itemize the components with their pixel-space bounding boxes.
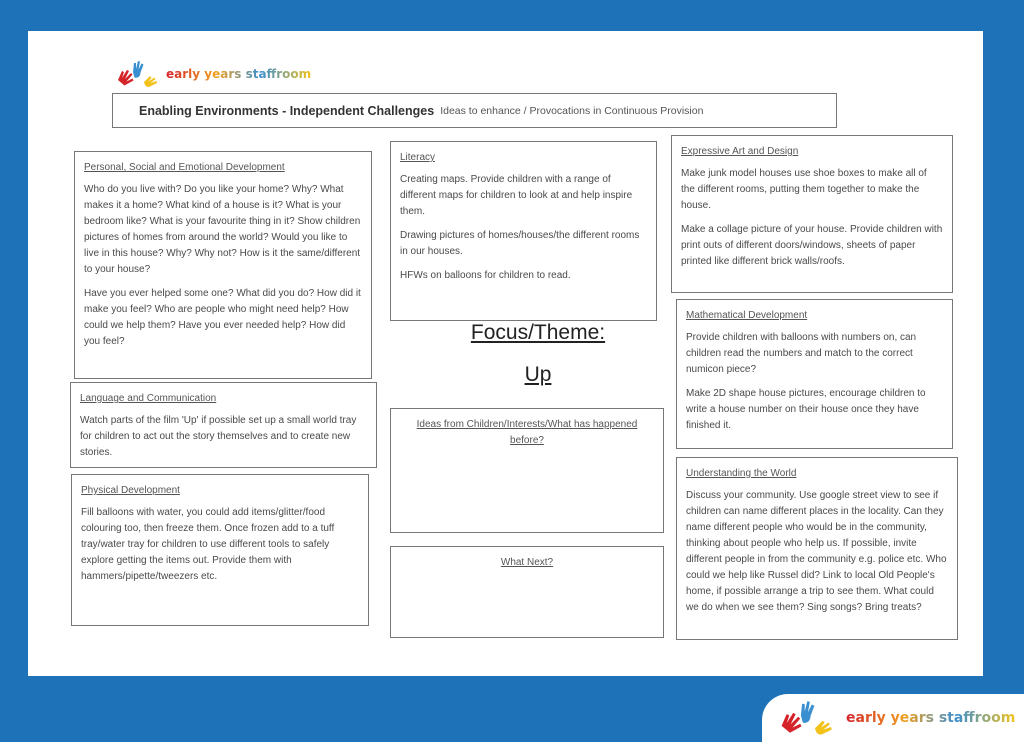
maths-box (676, 299, 953, 449)
ideas-heading: Ideas from Children/Interests/What has happened before? (416, 419, 638, 446)
literacy-box (390, 141, 657, 321)
physical-heading: Physical Development (81, 485, 180, 496)
focus-theme (418, 321, 658, 387)
hands-logo-icon (114, 60, 160, 88)
literacy-paragraph-3: HFWs on balloons for children to read. (400, 270, 571, 281)
utw-paragraph-1: Discuss your community. Use google street view to see if children can name different places in the locality. Can they name different people who would be in the community, thinking about people who help us. If possible, invite different people in from the community e.g. police etc. Who could we help like Russel did? Link to local Old People's home, if possible arrange a trip to see them. What could we do when we see them? Sing songs? Bring treats? (686, 490, 947, 613)
ead-box (671, 135, 953, 293)
focus-theme-label (418, 321, 658, 345)
maths-paragraph-1: Provide children with balloons with numbers on, can children read the numbers and match to the correct numicon piece? (686, 332, 917, 375)
brand-logo-bottom (762, 694, 1024, 742)
physical-box (71, 474, 369, 626)
what-next-heading: What Next? (500, 557, 554, 568)
ead-heading: Expressive Art and Design (681, 146, 799, 157)
brand-name-bottom: early years staffroom (846, 710, 1016, 726)
hands-logo-icon (774, 700, 838, 736)
ead-paragraph-2: Make a collage picture of your house. Provide children with print outs of different doors/windows, sheets of paper printed like different brick walls/roofs. (681, 224, 943, 267)
psed-paragraph-2: Have you ever helped some one? What did you do? How did it make you feel? Who are people who might need help? How could we help them? Have you ever needed help? How did you feel? (84, 288, 361, 347)
focus-theme-value: Up (524, 363, 552, 386)
utw-box (676, 457, 958, 640)
literacy-paragraph-2: Drawing pictures of homes/houses/the different rooms in our houses. (400, 230, 640, 257)
psed-box (74, 151, 372, 379)
literacy-paragraph-1: Creating maps. Provide children with a range of different maps for children to look at and help inspire them. (400, 174, 633, 217)
brand-logo-top (114, 59, 311, 89)
document-subtitle: Ideas to enhance / Provocations in Continuous Provision (440, 104, 704, 117)
language-heading: Language and Communication (80, 393, 217, 404)
document-title: Enabling Environments - Independent Challenges (139, 103, 435, 118)
psed-heading: Personal, Social and Emotional Development (84, 162, 285, 173)
brand-name: early years staffroom (166, 67, 312, 81)
document-title-bar (112, 93, 837, 128)
psed-paragraph-1: Who do you live with? Do you like your home? Why? What makes it a home? What kind of a house is it? What is your bedroom like? What is your favourite thing in it? Show children pictures of homes from around the world? Would you like to live in this house? Why? Why not? How is it the same/different to your house? (84, 184, 361, 275)
utw-heading: Understanding the World (686, 468, 797, 479)
language-box (70, 382, 377, 468)
language-paragraph-1: Watch parts of the film 'Up' if possible set up a small world tray for children to act out the story themselves and to create new stories. (80, 415, 357, 458)
literacy-heading: Literacy (400, 152, 436, 163)
what-next-box (390, 546, 664, 638)
maths-paragraph-2: Make 2D shape house pictures, encourage children to write a house number on their house once they have finished it. (686, 388, 926, 431)
worksheet-page (28, 31, 983, 676)
focus-label-text: Focus/Theme: (470, 321, 606, 344)
maths-heading: Mathematical Development (686, 310, 808, 321)
ead-paragraph-1: Make junk model houses use shoe boxes to make all of the different rooms, putting them together to make the house. (681, 168, 927, 211)
ideas-box (390, 408, 664, 533)
physical-paragraph-1: Fill balloons with water, you could add items/glitter/food colouring too, then freeze them. Once frozen add to a tuff tray/water tray for children to use different tools to safely explore getting the items out. Provide them with hammers/pipette/tweezers etc. (81, 507, 335, 582)
